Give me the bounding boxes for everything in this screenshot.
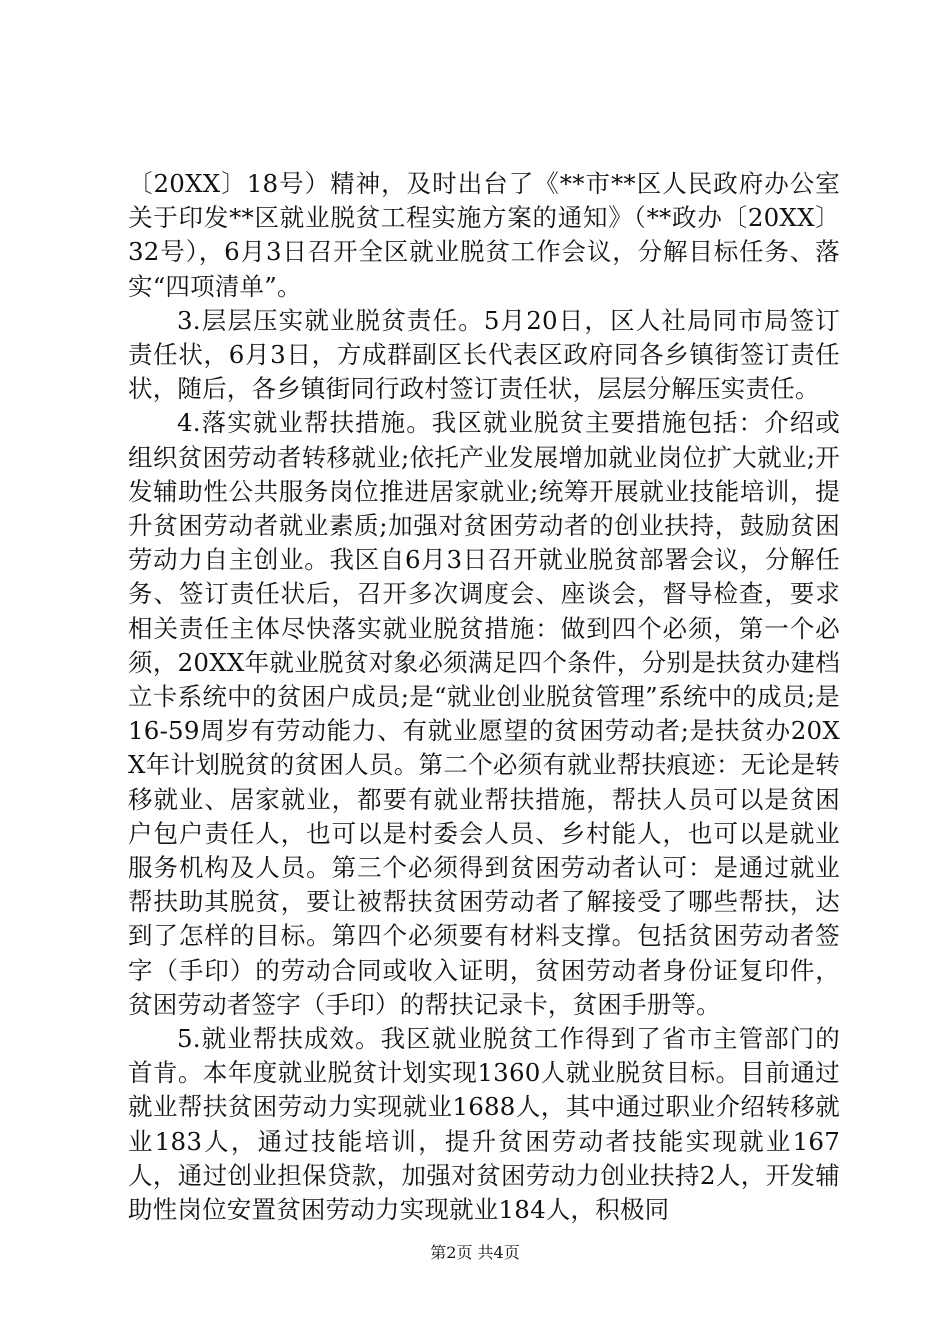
paragraph-item-5: 5.就业帮扶成效。我区就业脱贫工作得到了省市主管部门的首肯。本年度就业脱贫计划实现1360人就业脱贫目标。目前通过就业帮扶贫困劳动力实现就业1688人，其中通过职业介绍转移就业183人，通过技能培训，提升贫困劳动者技能实现就业167人，通过创业担保贷款，加强对贫困劳动力创业扶持2人，开发辅助性岗位安置贫困劳动力实现就业184人，积极同: [128, 1024, 840, 1225]
paragraph-item-3: 3.层层压实就业脱贫责任。5月20日，区人社局同市局签订责任状，6月3日，方成群副区长代表区政府同各乡镇街签订责任状，随后，各乡镇街同行政村签订责任状，层层分解压实责任。: [128, 305, 840, 404]
paragraph-item-4: 4.落实就业帮扶措施。我区就业脱贫主要措施包括：介绍或组织贫困劳动者转移就业;依托产业发展增加就业岗位扩大就业;开发辅助性公共服务岗位推进居家就业;统筹开展就业技能培训，提升贫困劳动者就业素质;加强对贫困劳动者的创业扶持，鼓励贫困劳动力自主创业。我区自6月3日召开就业脱贫部署会议，分解任务、签订责任状后，召开多次调度会、座谈会，督导检查，要求相关责任主体尽快落实就业脱贫措施：做到四个必须，第一个必须，20XX年就业脱贫对象必须满足四个条件，分别是扶贫办建档立卡系统中的贫困户成员;是“就业创业脱贫管理”系统中的成员;是16-59周岁有劳动能力、有就业愿望的贫困劳动者;是扶贫办20XX年计划脱贫的贫困人员。第二个必须有就业帮扶痕迹：无论是转移就业、居家就业，都要有就业帮扶措施，帮扶人员可以是贫困户包户责任人，也可以是村委会人员、乡村能人，也可以是就业服务机构及人员。第三个必须得到贫困劳动者认可：是通过就业帮扶助其脱贫，要让被帮扶贫困劳动者了解接受了哪些帮扶，达到了怎样的目标。第四个必须要有材料支撑。包括贫困劳动者签字（手印）的劳动合同或收入证明，贫困劳动者身份证复印件，贫困劳动者签字（手印）的帮扶记录卡，贫困手册等。: [128, 408, 840, 1019]
page-footer: 第2页 共4页: [430, 1243, 520, 1262]
document-body: [128, 167, 840, 1227]
paragraph-continuation: 〔20XX〕18号）精神，及时出台了《**市**区人民政府办公室关于印发**区就业脱贫工程实施方案的通知》（**政办〔20XX〕32号），6月3日召开全区就业脱贫工作会议，分解目标任务、落实“四项清单”。: [128, 169, 840, 301]
